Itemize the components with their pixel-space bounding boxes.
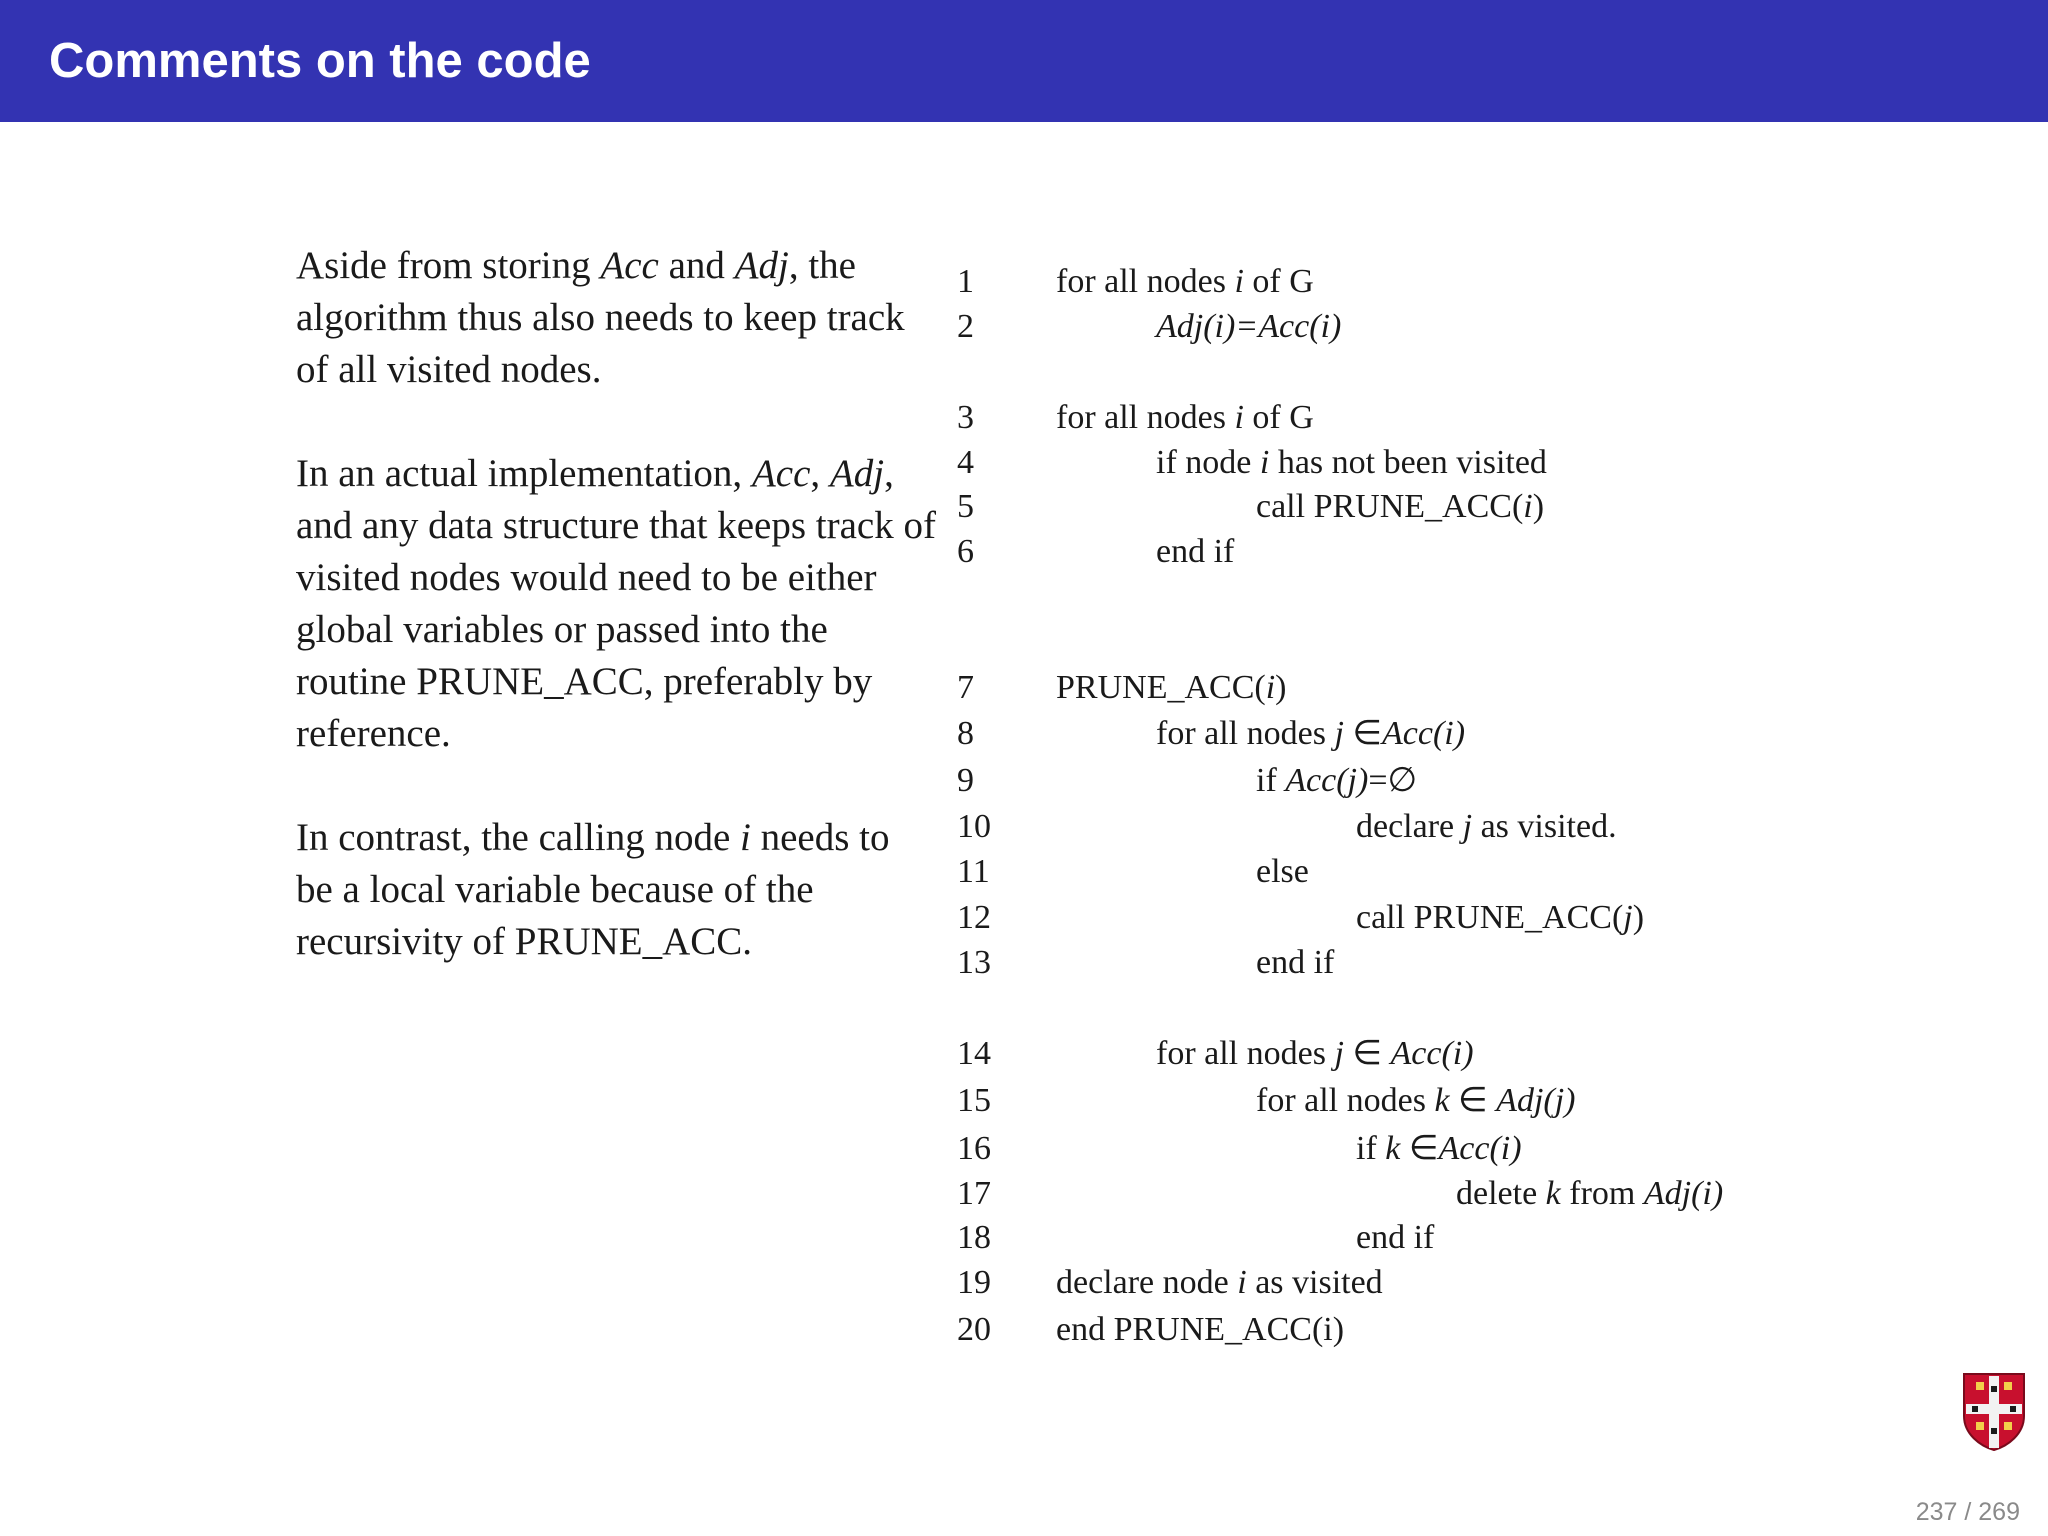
code-line-number: 19	[957, 1264, 991, 1301]
code-line-text	[1256, 849, 1309, 895]
code-line-text	[1056, 665, 1286, 711]
code-italic-segment: k	[1434, 1082, 1450, 1119]
code-italic-segment: k	[1545, 1175, 1561, 1212]
prose-italic-segment: Acc	[600, 244, 659, 287]
prose-segment: , and any data structure that keeps track of visited nodes would need to be either global variables or passed into the routine PRUNE_ACC, preferably by reference.	[296, 452, 936, 755]
prose-segment: , the algorithm thus also needs to keep track of all visited nodes.	[296, 244, 905, 391]
code-italic-segment: Adj(i)=Acc(i)	[1156, 308, 1342, 345]
code-segment: end if	[1256, 944, 1335, 981]
prose-segment: In an actual implementation,	[296, 452, 752, 495]
code-segment: end PRUNE_ACC(i)	[1056, 1311, 1345, 1348]
code-italic-segment: Adj(j)	[1496, 1082, 1576, 1119]
code-line-number: 7	[957, 669, 974, 706]
code-segment: as visited.	[1472, 808, 1617, 845]
code-line-text	[1156, 440, 1547, 486]
code-segment: else	[1256, 853, 1309, 890]
code-line-text	[1256, 484, 1544, 530]
code-italic-segment: i	[1259, 444, 1270, 481]
prose-segment: ,	[810, 452, 830, 495]
code-italic-segment: Acc(j)	[1285, 762, 1369, 799]
code-segment: ∈	[1343, 1035, 1391, 1072]
code-segment: ∈	[1449, 1082, 1497, 1119]
code-segment: ∈	[1343, 715, 1383, 752]
code-line-text	[1056, 259, 1314, 305]
university-crest-icon	[1962, 1372, 2026, 1452]
code-segment: )	[1275, 669, 1287, 706]
code-segment: for all nodes	[1156, 1035, 1335, 1072]
code-segment: end if	[1156, 533, 1235, 570]
code-segment: for all nodes	[1056, 263, 1235, 300]
code-segment: if node	[1156, 444, 1260, 481]
code-italic-segment: Acc(i)	[1390, 1035, 1474, 1072]
code-line-number: 6	[957, 533, 974, 570]
code-italic-segment: j	[1623, 899, 1633, 936]
code-italic-segment: j	[1334, 715, 1344, 752]
code-line-text	[1356, 1215, 1434, 1261]
code-line-number: 4	[957, 444, 974, 481]
code-line-number: 18	[957, 1219, 991, 1256]
code-line-number: 20	[957, 1311, 991, 1348]
code-italic-segment: i	[1234, 263, 1244, 300]
code-line-number: 11	[957, 853, 990, 890]
code-line-text	[1356, 1126, 1522, 1172]
code-segment: from	[1560, 1175, 1644, 1212]
code-line-text	[1156, 711, 1465, 757]
code-italic-segment: i	[1234, 399, 1244, 436]
code-segment: call PRUNE_ACC(	[1356, 899, 1624, 936]
code-line-text	[1156, 1031, 1474, 1077]
code-line-number: 14	[957, 1035, 991, 1072]
prose-segment: needs to be a local variable because of the recursivity of PRUNE_ACC.	[296, 816, 890, 963]
code-line-number: 12	[957, 899, 991, 936]
code-line-number: 13	[957, 944, 991, 981]
code-italic-segment: Acc(i)	[1438, 1130, 1522, 1167]
code-segment: if	[1356, 1130, 1386, 1167]
code-italic-segment: j	[1462, 808, 1473, 845]
code-segment: )	[1532, 488, 1545, 525]
code-line-text	[1056, 395, 1314, 441]
code-italic-segment: Acc(i)	[1382, 715, 1466, 752]
code-line-number: 17	[957, 1175, 991, 1212]
code-line-text	[1256, 1078, 1575, 1124]
code-line-text	[1156, 304, 1341, 350]
code-segment: declare	[1356, 808, 1463, 845]
code-segment: =∅	[1368, 762, 1418, 799]
code-segment: has not been visited	[1269, 444, 1547, 481]
code-line-number: 9	[957, 762, 974, 799]
page-number: 237 / 269	[1915, 1498, 2020, 1526]
slide-title: Comments on the code	[49, 34, 591, 88]
code-line-number: 8	[957, 715, 974, 752]
code-italic-segment: i	[1265, 669, 1276, 706]
code-segment: end if	[1356, 1219, 1435, 1256]
code-line-number: 3	[957, 399, 974, 436]
code-segment: declare node	[1056, 1264, 1238, 1301]
code-line-number: 2	[957, 308, 974, 345]
code-segment: of G	[1243, 399, 1314, 436]
code-italic-segment: Adj(i)	[1643, 1175, 1724, 1212]
prose-segment: In contrast, the calling node	[296, 816, 741, 859]
code-segment: of G	[1243, 263, 1314, 300]
code-segment: ∈	[1400, 1130, 1439, 1167]
code-segment: call PRUNE_ACC(	[1256, 488, 1524, 525]
code-italic-segment: j	[1334, 1035, 1344, 1072]
code-italic-segment: k	[1385, 1130, 1401, 1167]
code-line-text	[1056, 1260, 1383, 1306]
prose-italic-segment: Adj	[829, 452, 885, 495]
code-segment: if	[1256, 762, 1286, 799]
code-segment: PRUNE_ACC(	[1056, 669, 1266, 706]
code-line-text	[1156, 529, 1234, 575]
code-line-number: 10	[957, 808, 991, 845]
code-line-text	[1456, 1171, 1723, 1217]
prose-segment: and	[658, 244, 735, 287]
prose-italic-segment: Acc	[751, 452, 811, 495]
code-line-number: 5	[957, 488, 974, 525]
code-line-number: 15	[957, 1082, 991, 1119]
prose-segment: Aside from storing	[296, 244, 601, 287]
code-segment: for all nodes	[1056, 399, 1235, 436]
code-segment: as visited	[1246, 1264, 1383, 1301]
code-segment: for all nodes	[1256, 1082, 1435, 1119]
code-segment: )	[1632, 899, 1645, 936]
code-line-number: 16	[957, 1130, 991, 1167]
prose-italic-segment: i	[740, 816, 751, 859]
code-line-text	[1056, 1307, 1344, 1353]
code-segment: delete	[1456, 1175, 1546, 1212]
code-italic-segment: i	[1523, 488, 1533, 525]
prose-italic-segment: Adj	[734, 244, 789, 287]
code-line-number: 1	[957, 263, 974, 300]
code-line-text	[1256, 758, 1417, 804]
code-segment: for all nodes	[1156, 715, 1335, 752]
code-line-text	[1256, 940, 1334, 986]
code-italic-segment: i	[1237, 1264, 1247, 1301]
code-line-text	[1356, 804, 1617, 850]
code-line-text	[1356, 895, 1644, 941]
